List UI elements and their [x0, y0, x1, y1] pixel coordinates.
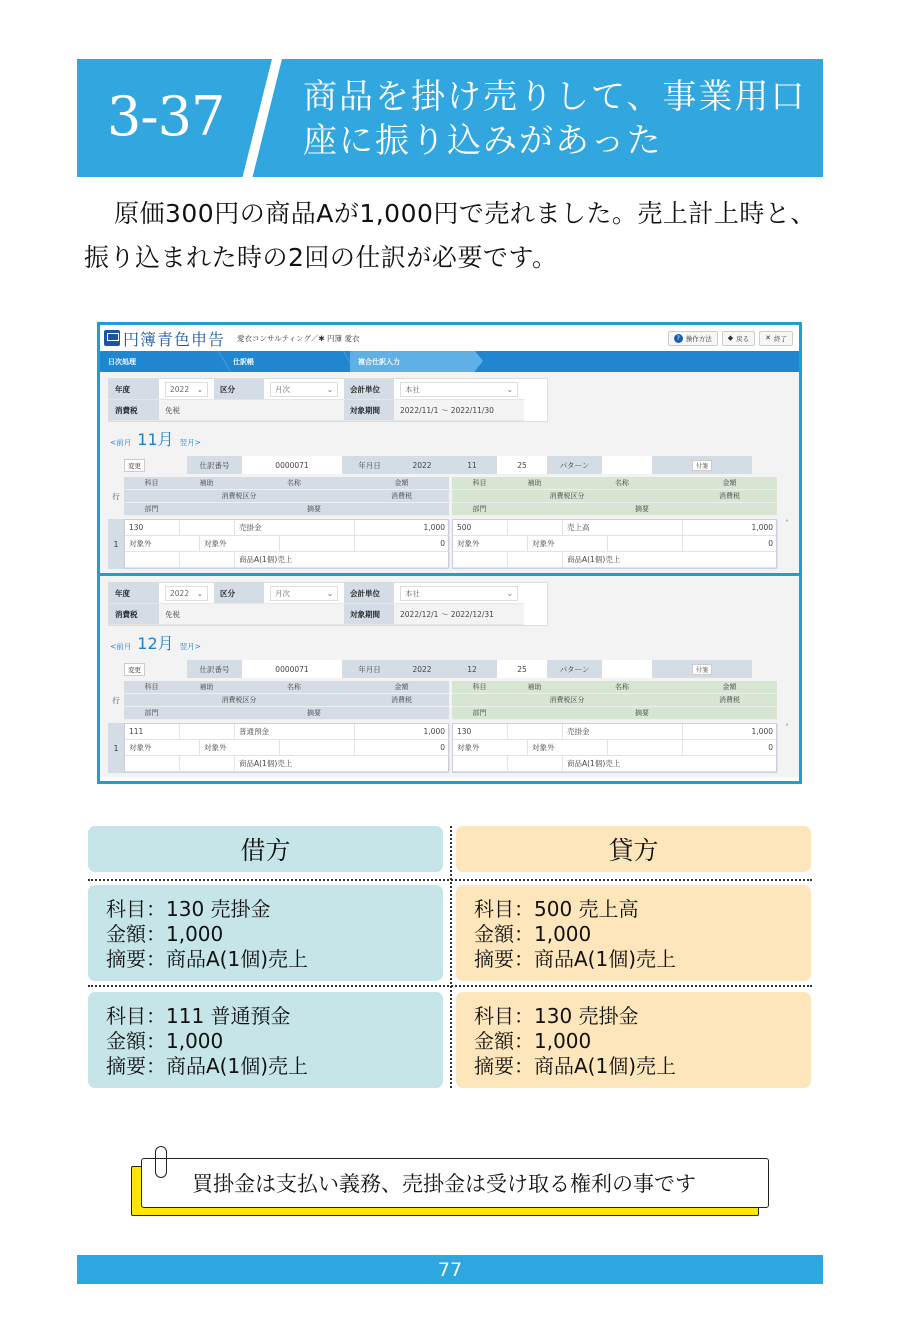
chevron-down-icon: ⌄ [506, 384, 513, 394]
chapter-banner [77, 59, 823, 177]
period-value: 2022/11/1 ～ 2022/11/30 [394, 400, 524, 421]
company-name: 愛衣コンサルティング／✱ 円簿 愛衣 [237, 333, 360, 343]
logo-icon [104, 330, 120, 346]
pattern-label: パターン [559, 460, 590, 470]
unit-label: 会計単位 [344, 583, 394, 604]
tax-label: 消費税 [109, 604, 159, 625]
paperclip-icon [155, 1146, 167, 1178]
exit-button[interactable]: ✕ 終了 [759, 331, 793, 346]
title-line-1: 商品を掛け売りして、事業用口 [303, 77, 807, 117]
table-row [108, 723, 791, 777]
debit-cells[interactable]: 111 普通預金 1,000 対象外 対象外 0 商品A(1個)売上 [124, 723, 449, 773]
app-logo: 円簿青色申告 [123, 329, 226, 349]
chevron-down-icon: ⌄ [196, 588, 203, 598]
chevron-down-icon: ⌄ [506, 588, 513, 598]
tax-label: 消費税 [109, 400, 159, 421]
divider [450, 826, 452, 1088]
section-title [303, 75, 823, 163]
current-month: 12月 [137, 634, 174, 653]
period-label: 対象期間 [344, 400, 394, 421]
prev-month-link[interactable]: <前月 [110, 642, 132, 651]
prev-month-link[interactable]: <前月 [110, 438, 132, 447]
chevron-down-icon: ⌄ [196, 384, 203, 394]
breadcrumb-daily[interactable]: 日次処理 [100, 351, 225, 372]
tax-value: 免税 [159, 604, 344, 625]
filter-panel [108, 378, 548, 422]
note-box: 買掛金は支払い義務、売掛金は受け取る権利の事です [141, 1158, 769, 1208]
year-label: 年度 [109, 379, 159, 400]
table-row [108, 519, 791, 573]
period-value: 2022/12/1 ～ 2022/12/31 [394, 604, 524, 625]
current-month: 11月 [137, 430, 174, 449]
credit-cells[interactable]: 130 売掛金 1,000 対象外 対象外 0 商品A(1個)売上 [452, 723, 777, 773]
chevron-down-icon: ⌄ [326, 588, 333, 598]
pattern-field[interactable] [602, 456, 652, 474]
question-icon: ? [674, 334, 683, 343]
date-year[interactable]: 2022 [412, 460, 432, 470]
entry-header [124, 660, 791, 678]
unit-label: 会計単位 [344, 379, 394, 400]
tax-value: 免税 [159, 400, 344, 421]
date-day-field[interactable]: 25 [497, 660, 547, 678]
debit-header: 科目 補助 名称 金額 消費税区分 消費税 部門 摘要 [124, 477, 449, 516]
close-icon: ✕ [765, 334, 771, 342]
page-number: 77 [77, 1255, 823, 1284]
pattern-label: パターン [559, 664, 590, 674]
back-button[interactable]: ◆ 戻る [722, 331, 755, 346]
year-select[interactable]: 2022 ⌄ [165, 586, 208, 601]
intro-text: 原価300円の商品Aが1,000円で売れました。売上計上時と、振り込まれた時の2回の仕訳が必要です。 [84, 199, 816, 272]
chevron-down-icon: ⌄ [326, 384, 333, 394]
credit-cells[interactable]: 500 売上高 1,000 対象外 対象外 0 商品A(1個)売上 [452, 519, 777, 569]
debit-entry-2: 科目：111 普通預金 金額：1,000 摘要：商品A(1個)売上 [88, 992, 443, 1088]
debit-header: 科目 補助 名称 金額 消費税区分 消費税 部門 摘要 [124, 681, 449, 720]
next-month-link[interactable]: 翌月> [179, 642, 201, 651]
help-button[interactable]: ? 操作方法 [668, 331, 718, 346]
scroll-up-icon[interactable]: ˄ [785, 519, 789, 528]
entry-no-field[interactable]: 0000071 [242, 456, 342, 474]
debit-title: 借方 [88, 826, 443, 872]
credit-entry-1: 科目：500 売上高 金額：1,000 摘要：商品A(1個)売上 [456, 885, 811, 981]
division-select[interactable]: 月次 ⌄ [270, 382, 338, 397]
app-window [97, 322, 802, 784]
unit-select[interactable]: 本社 ⌄ [400, 586, 518, 601]
filter-panel [108, 582, 548, 626]
credit-header: 科目 補助 名称 金額 消費税区分 消費税 部門 摘要 [452, 681, 777, 720]
credit-title: 貸方 [456, 826, 811, 872]
period-label: 対象期間 [344, 604, 394, 625]
entry-no-label: 仕訳番号 [199, 664, 230, 674]
grid-header [108, 681, 791, 720]
date-label: 年月日 [358, 460, 381, 470]
breadcrumb [100, 351, 799, 372]
unit-select[interactable]: 本社 ⌄ [400, 382, 518, 397]
scroll-up-icon[interactable]: ˄ [785, 723, 789, 732]
division-select[interactable]: 月次 ⌄ [270, 586, 338, 601]
credit-entry-2: 科目：130 売掛金 金額：1,000 摘要：商品A(1個)売上 [456, 992, 811, 1088]
entry-no-label: 仕訳番号 [199, 460, 230, 470]
month-nav [108, 630, 791, 654]
credit-header: 科目 補助 名称 金額 消費税区分 消費税 部門 摘要 [452, 477, 777, 516]
change-button[interactable]: 変更 [124, 663, 145, 676]
pattern-field[interactable] [602, 660, 652, 678]
year-select[interactable]: 2022 ⌄ [165, 382, 208, 397]
date-month[interactable]: 11 [467, 460, 477, 470]
entry-section-november [100, 372, 799, 573]
row-number: 1 [108, 519, 124, 569]
entry-header [124, 456, 791, 474]
month-nav [108, 426, 791, 450]
entry-section-december [100, 573, 799, 777]
debit-cells[interactable]: 130 売掛金 1,000 対象外 対象外 0 商品A(1個)売上 [124, 519, 449, 569]
date-label: 年月日 [358, 664, 381, 674]
row-label: 行 [112, 696, 120, 705]
sticky-note-button[interactable]: 付箋 [692, 460, 712, 471]
date-year[interactable]: 2022 [412, 664, 432, 674]
date-day-field[interactable]: 25 [497, 456, 547, 474]
date-month[interactable]: 12 [467, 664, 477, 674]
row-label: 行 [112, 492, 120, 501]
breadcrumb-compound-entry[interactable]: 複合仕訳入力 [350, 351, 475, 372]
division-label: 区分 [214, 583, 264, 604]
section-number: 3-37 [107, 85, 225, 148]
sticky-note-button[interactable]: 付箋 [692, 664, 712, 675]
app-header [100, 325, 799, 351]
title-line-2: 座に振り込みがあった [303, 121, 663, 161]
debit-entry-1: 科目：130 売掛金 金額：1,000 摘要：商品A(1個)売上 [88, 885, 443, 981]
banner-divider [240, 59, 285, 177]
breadcrumb-journal[interactable]: 仕訳帳 [225, 351, 350, 372]
grid-header [108, 477, 791, 516]
change-button[interactable]: 変更 [124, 459, 145, 472]
division-label: 区分 [214, 379, 264, 400]
next-month-link[interactable]: 翌月> [179, 438, 201, 447]
arrow-left-icon: ◆ [727, 334, 734, 342]
row-number: 1 [108, 723, 124, 773]
year-label: 年度 [109, 583, 159, 604]
entry-no-field[interactable]: 0000071 [242, 660, 342, 678]
